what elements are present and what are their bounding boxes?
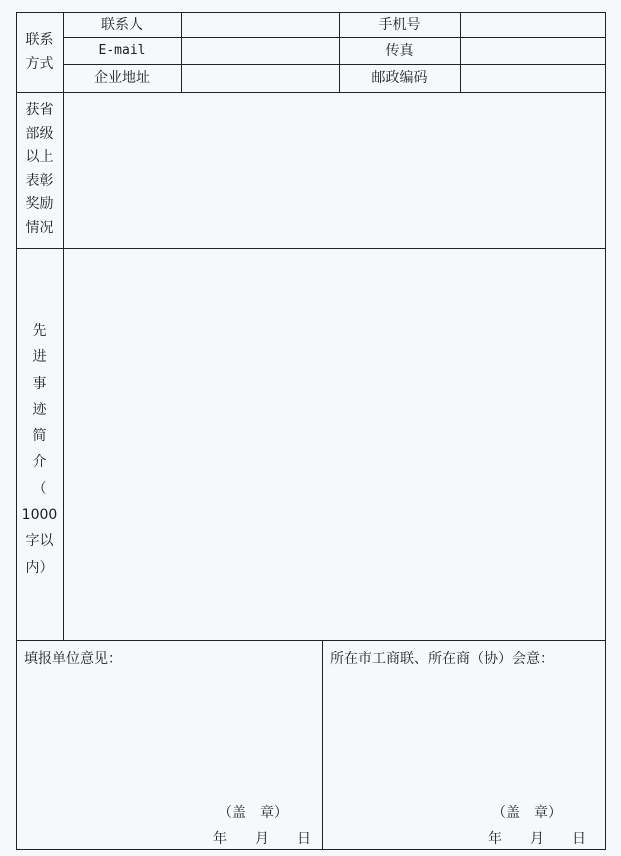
address-field[interactable] [182,65,339,92]
awards-label-line-4: 表彰 [25,172,54,189]
deeds-section-bottom [16,640,606,641]
border-right [605,12,606,850]
deeds-label-line-4: 迹 [32,401,47,418]
awards-label-line-2: 部级 [25,125,54,142]
federation-date-text: 年 月 日 [488,831,586,847]
awards-label-line-5: 奖励 [25,196,54,212]
fax-field[interactable] [461,38,605,64]
border-bottom [16,849,606,850]
unit-date-text: 年 月 日 [213,831,311,847]
awards-label-line-3: 以上 [25,149,54,165]
deeds-label-line-8: 1000 [21,507,58,524]
deeds-label-line-5: 简 [32,428,47,445]
contact-person-field[interactable] [182,13,339,37]
deeds-label-line-1: 先 [32,323,47,339]
awards-label-line-1: 获省 [25,102,54,118]
deeds-label-line-10: 内） [25,559,54,576]
deeds-label-line-3: 事 [32,375,47,392]
mobile-field[interactable] [461,13,605,37]
deeds-section-label [16,318,63,581]
deeds-label-line-2: 进 [32,349,47,366]
deeds-label-line-9: 字以 [25,533,54,550]
contact-label-line-2: 方式 [25,56,54,72]
mobile-label: 手机号 [378,16,421,33]
unit-seal-text: （盖 章） [218,805,288,821]
federation-opinion-label: 所在市工商联、所在商（协）会意： [330,651,554,667]
postcode-label: 邮政编码 [371,70,428,86]
unit-opinion-field[interactable] [17,670,322,800]
deeds-label-line-6: 介 [32,454,47,471]
email-label: E-mail [98,43,146,58]
awards-label-line-6: 情况 [25,219,54,236]
contact-person-label: 联系人 [101,16,143,33]
email-field[interactable] [182,38,339,64]
federation-opinion-field[interactable] [323,670,605,800]
unit-opinion-label: 填报单位意见： [24,651,122,667]
address-label: 企业地址 [94,70,150,86]
federation-seal-text: （盖 章） [492,805,562,821]
deeds-label-line-7: （ [32,480,47,497]
contact-section-label [16,12,63,92]
awards-section-label [16,99,63,240]
postcode-field[interactable] [461,65,605,92]
fax-label: 传真 [385,42,414,59]
awards-field[interactable] [64,93,605,248]
deeds-field[interactable] [64,249,605,640]
contact-label-line-1: 联系 [25,32,54,48]
